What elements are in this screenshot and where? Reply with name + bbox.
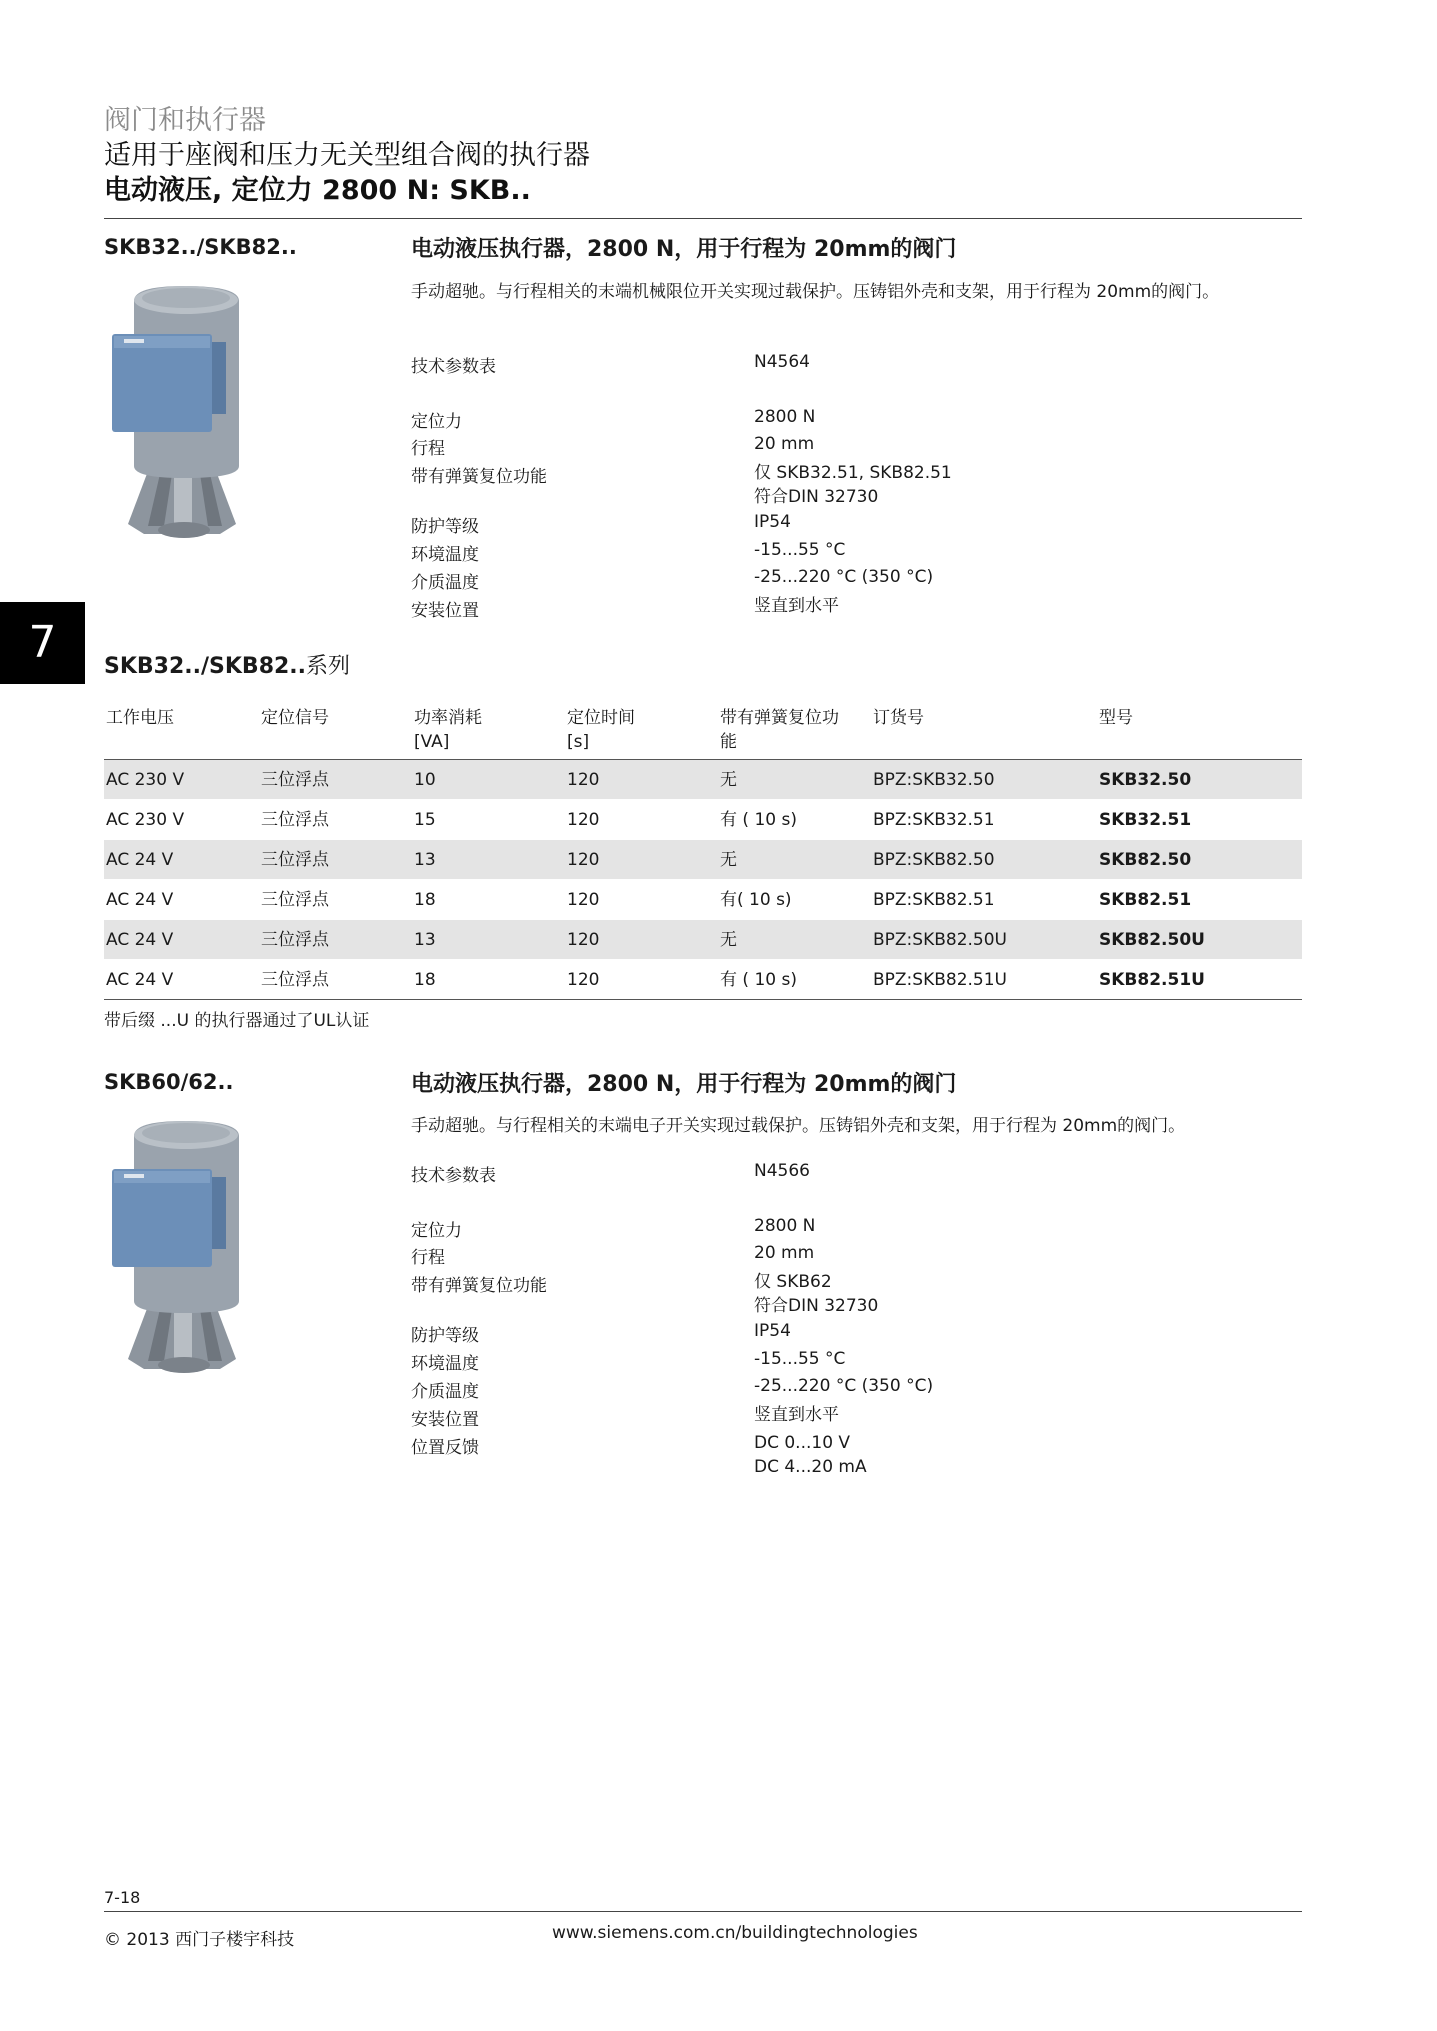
section1-product-id: SKB32../SKB82..: [104, 235, 297, 259]
spec-label: 防护等级: [411, 517, 479, 537]
table-cell: BPZ:SKB32.51: [873, 810, 995, 830]
table-cell: 有( 10 s): [720, 890, 792, 910]
table-cell: 120: [567, 770, 600, 790]
table-cell: 13: [414, 850, 436, 870]
page-number: 7-18: [104, 1888, 141, 1907]
table-cell: BPZ:SKB82.51: [873, 890, 995, 910]
series-title: [104, 652, 350, 682]
table-cell: 无: [720, 770, 737, 790]
spec-label: 带有弹簧复位功能: [411, 467, 547, 487]
table-cell: BPZ:SKB82.51U: [873, 970, 1007, 990]
section2-description: 手动超驰。与行程相关的末端电子开关实现过载保护。压铸铝外壳和支架，用于行程为 20mm的阀门。: [411, 1116, 1186, 1136]
table-header: [104, 704, 1302, 760]
website-link[interactable]: www.siemens.com.cn/buildingtechnologies: [552, 1923, 918, 1943]
spec-value: 20 mm: [754, 1243, 815, 1263]
table-cell: SKB32.50: [1099, 770, 1192, 790]
spec-value: N4566: [754, 1161, 810, 1181]
spec-value-line2: 符合DIN 32730: [754, 1296, 879, 1316]
table-row: [104, 800, 1302, 840]
spec-value: N4564: [754, 352, 810, 372]
table-cell: 10: [414, 770, 436, 790]
spec-label: 技术参数表: [411, 357, 496, 377]
spec-label: 安装位置: [411, 1410, 479, 1430]
table-cell: SKB82.50: [1099, 850, 1192, 870]
series-table: [104, 704, 1302, 1000]
spec-label: 定位力: [411, 1221, 462, 1241]
page-title: 适用于座阀和压力无关型组合阀的执行器: [104, 140, 590, 171]
spec-label: 介质温度: [411, 573, 479, 593]
table-row: [104, 920, 1302, 960]
spec-label: 行程: [411, 439, 445, 459]
spec-value-line2: DC 4...20 mA: [754, 1457, 867, 1477]
footer-divider: [104, 1911, 1302, 1912]
page-subtitle: 电动液压, 定位力 2800 N: SKB..: [104, 175, 531, 206]
spec-value: 竖直到水平: [754, 1405, 839, 1425]
spec-label: 位置反馈: [411, 1438, 479, 1458]
table-cell: 120: [567, 890, 600, 910]
table-cell: AC 24 V: [106, 890, 174, 910]
table-cell: SKB32.51: [1099, 810, 1192, 830]
spec-label: 安装位置: [411, 601, 479, 621]
table-cell: 无: [720, 930, 737, 950]
table-cell: SKB82.50U: [1099, 930, 1205, 950]
table-cell: 三位浮点: [261, 890, 329, 910]
spec-value: 2800 N: [754, 1216, 816, 1236]
spec-value: DC 0...10 V: [754, 1433, 851, 1453]
spec-label: 技术参数表: [411, 1166, 496, 1186]
section1-description: 手动超驰。与行程相关的末端机械限位开关实现过载保护。压铸铝外壳和支架，用于行程为 20mm的阀门。: [411, 282, 1220, 302]
table-row: [104, 960, 1302, 1000]
column-header: 定位信号: [261, 708, 329, 728]
spec-value: 仅 SKB32.51, SKB82.51: [754, 463, 952, 483]
column-header: 工作电压: [106, 708, 174, 728]
table-row: [104, 880, 1302, 920]
table-cell: AC 230 V: [106, 770, 185, 790]
table-cell: 三位浮点: [261, 810, 329, 830]
table-cell: 18: [414, 890, 436, 910]
table-cell: AC 24 V: [106, 930, 174, 950]
spec-value: IP54: [754, 1321, 791, 1341]
spec-value: -15...55 °C: [754, 540, 846, 560]
spec-label: 环境温度: [411, 545, 479, 565]
table-cell: 120: [567, 930, 600, 950]
table-cell: 120: [567, 850, 600, 870]
column-header: 定位时间 [s]: [567, 708, 635, 752]
spec-label: 防护等级: [411, 1326, 479, 1346]
table-cell: BPZ:SKB82.50U: [873, 930, 1007, 950]
table-cell: SKB82.51U: [1099, 970, 1205, 990]
table-cell: 有 ( 10 s): [720, 810, 797, 830]
table-cell: 120: [567, 810, 600, 830]
column-header: 带有弹簧复位功 能: [720, 708, 839, 752]
table-cell: 无: [720, 850, 737, 870]
spec-value: -15...55 °C: [754, 1349, 846, 1369]
spec-label: 带有弹簧复位功能: [411, 1276, 547, 1296]
spec-label: 行程: [411, 1248, 445, 1268]
series-title-suffix: 系列: [306, 654, 351, 679]
table-cell: 13: [414, 930, 436, 950]
column-header: 型号: [1099, 708, 1133, 728]
table-cell: SKB82.51: [1099, 890, 1192, 910]
spec-label: 环境温度: [411, 1354, 479, 1374]
copyright-text: © 2013 西门子楼宇科技: [104, 1930, 295, 1950]
table-cell: 三位浮点: [261, 970, 329, 990]
table-cell: 有 ( 10 s): [720, 970, 797, 990]
table-cell: 15: [414, 810, 436, 830]
table-cell: AC 24 V: [106, 970, 174, 990]
spec-value: 2800 N: [754, 407, 816, 427]
table-cell: BPZ:SKB32.50: [873, 770, 995, 790]
actuator-product-image-1: [104, 276, 260, 541]
column-header: 功率消耗 [VA]: [414, 708, 482, 752]
spec-label: 介质温度: [411, 1382, 479, 1402]
actuator-product-image-2: [104, 1111, 260, 1376]
table-cell: 三位浮点: [261, 770, 329, 790]
table-row: [104, 840, 1302, 880]
spec-value: 竖直到水平: [754, 596, 839, 616]
spec-value: 仅 SKB62: [754, 1272, 832, 1292]
table-row: [104, 760, 1302, 800]
table-cell: 三位浮点: [261, 850, 329, 870]
table-cell: BPZ:SKB82.50: [873, 850, 995, 870]
table-cell: 三位浮点: [261, 930, 329, 950]
category-title: 阀门和执行器: [104, 105, 266, 136]
series-title-model: SKB32../SKB82..: [104, 654, 307, 679]
spec-value-line2: 符合DIN 32730: [754, 487, 879, 507]
spec-value: -25...220 °C (350 °C): [754, 567, 934, 587]
column-header: 订货号: [873, 708, 924, 728]
table-cell: 120: [567, 970, 600, 990]
chapter-tab: 7: [0, 602, 85, 684]
section2-product-id: SKB60/62..: [104, 1070, 234, 1094]
table-cell: AC 24 V: [106, 850, 174, 870]
spec-label: 定位力: [411, 412, 462, 432]
section2-heading: 电动液压执行器，2800 N，用于行程为 20mm的阀门: [411, 1072, 957, 1097]
section1-heading: 电动液压执行器，2800 N，用于行程为 20mm的阀门: [411, 237, 957, 262]
spec-value: -25...220 °C (350 °C): [754, 1376, 934, 1396]
ul-certification-note: 带后缀 ...U 的执行器通过了UL认证: [104, 1011, 370, 1031]
spec-value: 20 mm: [754, 434, 815, 454]
spec-value: IP54: [754, 512, 791, 532]
table-cell: AC 230 V: [106, 810, 185, 830]
header-divider: [104, 218, 1302, 219]
table-cell: 18: [414, 970, 436, 990]
